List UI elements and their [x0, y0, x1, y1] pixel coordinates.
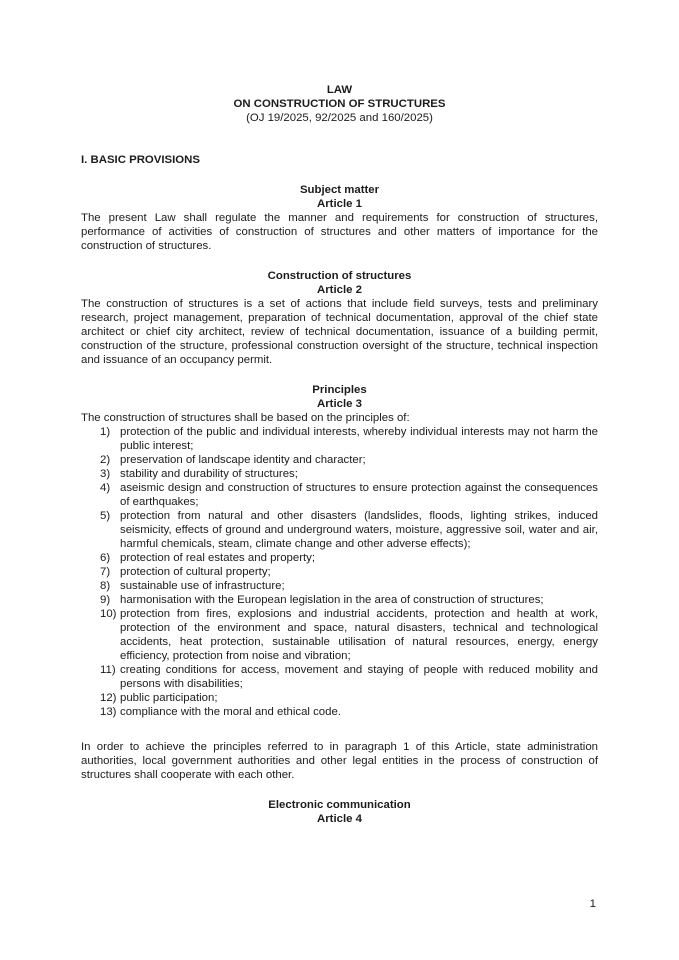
list-item-text: protection of cultural property;	[120, 566, 271, 578]
list-item-text: protection of the public and individual interests, whereby individual interests may not harm the public interest;	[120, 426, 598, 452]
list-item	[81, 565, 598, 579]
list-item	[81, 509, 598, 551]
list-item-text: sustainable use of infrastructure;	[120, 580, 285, 592]
list-item-number: 13)	[100, 706, 117, 718]
list-item-text: public participation;	[120, 692, 218, 704]
article-3-heading	[81, 383, 598, 411]
list-item-text: harmonisation with the European legislation in the area of construction of structures;	[120, 594, 544, 606]
document-title	[81, 83, 598, 125]
list-item-text: compliance with the moral and ethical code.	[120, 706, 341, 718]
title-line-gazette: (OJ 19/2025, 92/2025 and 160/2025)	[246, 112, 433, 124]
list-item	[81, 579, 598, 593]
list-item-text: creating conditions for access, movement and staying of people with reduced mobility and persons with disabilities;	[120, 664, 598, 690]
list-item	[81, 425, 598, 453]
article-1-heading	[81, 183, 598, 211]
list-item	[81, 663, 598, 691]
article-4-number: Article 4	[317, 813, 362, 825]
list-item-number: 9)	[100, 594, 111, 606]
list-item-number: 3)	[100, 468, 111, 480]
list-item-number: 5)	[100, 510, 111, 522]
list-item-text: protection from natural and other disasters (landslides, floods, lighting strikes, induced seismicity, effects of ground and underground waters, moisture, aggressive soil, water and air, harmful chemicals, steam, climate change and other adverse effects);	[120, 510, 598, 550]
article-3-subject: Principles	[312, 384, 367, 396]
title-line-name: ON CONSTRUCTION OF STRUCTURES	[233, 98, 446, 110]
list-item-number: 4)	[100, 482, 111, 494]
article-2-subject: Construction of structures	[267, 270, 412, 282]
article-3-intro: The construction of structures shall be based on the principles of:	[81, 412, 410, 424]
list-item	[81, 691, 598, 705]
article-2-paragraph: The construction of structures is a set of actions that include field surveys, tests and preliminary research, project management, preparation of technical documentation, approval of the chief state architect or chief city architect, review of technical documentation, issuance of a building permit, construction of the structure, professional construction oversight of the structure, technical inspection and issuance of an occupancy permit.	[81, 298, 598, 366]
article-2-heading	[81, 269, 598, 297]
article-1-subject: Subject matter	[299, 184, 380, 196]
list-item-number: 12)	[100, 692, 117, 704]
article-1-number: Article 1	[317, 198, 362, 210]
list-item	[81, 453, 598, 467]
article-2-number: Article 2	[317, 284, 362, 296]
article-3-closing-paragraph: In order to achieve the principles referred to in paragraph 1 of this Article, state administration authorities, local government authorities and other legal entities in the process of construction of structures shall cooperate with each other.	[81, 741, 598, 781]
article-4-subject: Electronic communication	[268, 799, 411, 811]
list-item-number: 7)	[100, 566, 111, 578]
section-heading-basic-provisions: I. BASIC PROVISIONS	[81, 154, 200, 166]
list-item-text: aseismic design and construction of structures to ensure protection against the consequences of earthquakes;	[120, 482, 598, 508]
article-3-number: Article 3	[317, 398, 362, 410]
list-item-number: 2)	[100, 454, 111, 466]
list-item-text: protection from fires, explosions and industrial accidents, protection and health at work, protection of the environment and space, natural disasters, technical and technological accidents, heat protection, sustainable utilisation of natural resources, energy, energy efficiency, protection from noise and vibration;	[120, 608, 598, 662]
page-number: 1	[589, 898, 596, 910]
article-4-heading	[81, 798, 598, 826]
list-item-text: protection of real estates and property;	[120, 552, 316, 564]
list-item-text: preservation of landscape identity and character;	[120, 454, 366, 466]
list-item-text: stability and durability of structures;	[120, 468, 298, 480]
list-item-number: 11)	[100, 664, 116, 676]
list-item-number: 10)	[100, 608, 117, 620]
principles-list	[81, 425, 598, 719]
list-item	[81, 593, 598, 607]
list-item-number: 1)	[100, 426, 111, 438]
article-1-paragraph: The present Law shall regulate the manner and requirements for construction of structures, performance of activities of construction of structures and other matters of importance for the construction of structures.	[81, 212, 598, 252]
list-item	[81, 705, 598, 719]
list-item-number: 8)	[100, 580, 111, 592]
list-item	[81, 551, 598, 565]
title-line-law: LAW	[326, 84, 353, 96]
list-item	[81, 607, 598, 663]
list-item	[81, 481, 598, 509]
list-item-number: 6)	[100, 552, 111, 564]
list-item	[81, 467, 598, 481]
